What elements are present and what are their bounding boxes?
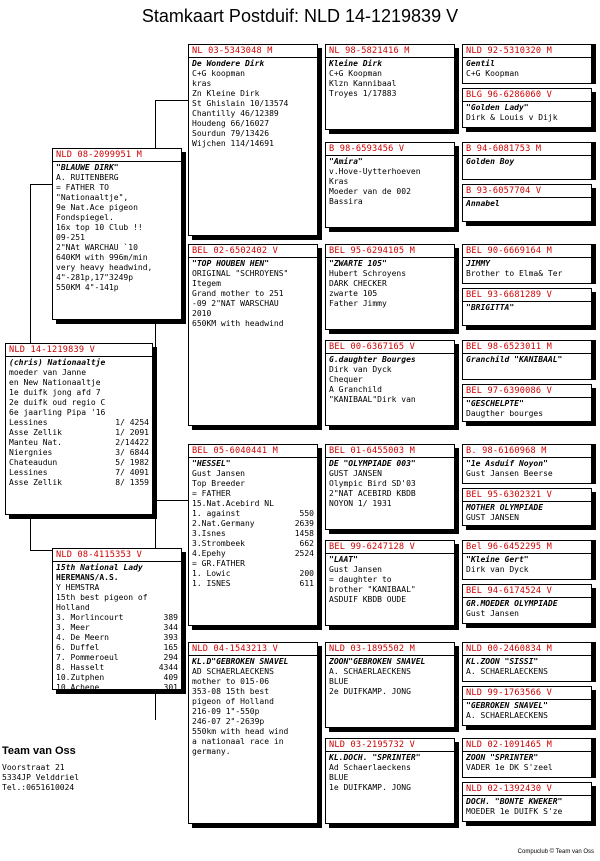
result-value: 344 bbox=[163, 623, 178, 632]
mm-card bbox=[188, 642, 318, 824]
pedigree-line: 15.Nat.Acebird NL bbox=[192, 499, 274, 508]
result-race: 4.Epehy bbox=[192, 549, 226, 558]
pedigree-line: GUST JANSEN bbox=[329, 469, 382, 478]
result-value: 662 bbox=[299, 539, 314, 548]
mm-ring: NLD 04-1543213 V bbox=[192, 644, 278, 654]
pedigree-line: = FATHER TO bbox=[56, 183, 109, 192]
result-race: Asse Zellik bbox=[9, 478, 62, 487]
pedigree-line: "LAAT" bbox=[329, 555, 358, 564]
ring-number: NLD 00-2460834 M bbox=[466, 644, 552, 654]
great-grandparent-card bbox=[325, 142, 455, 228]
result-row bbox=[9, 418, 149, 428]
pedigree-line: en New Nationaaltje bbox=[9, 378, 101, 387]
pedigree-line: 6e jaarling Pipa '16 bbox=[9, 408, 106, 417]
great-great-grandparent-card bbox=[462, 738, 592, 778]
pedigree-line: 246-07 2"-2639p bbox=[192, 717, 265, 726]
pedigree-line: C+G Koopman bbox=[466, 69, 519, 78]
result-value: 2524 bbox=[294, 549, 314, 558]
result-row bbox=[9, 448, 149, 458]
result-row bbox=[192, 539, 314, 549]
pedigree-line: 2e duifk oud regio C bbox=[9, 398, 106, 407]
pedigree-line: Y HEMSTRA bbox=[56, 583, 100, 592]
fm-ring: BEL 02-6502402 V bbox=[192, 246, 278, 256]
pedigree-line: 2"NAt WARCHAU `10 bbox=[56, 243, 138, 252]
pedigree-line: brother "KANIBAAL" bbox=[329, 585, 416, 594]
great-great-grandparent-card bbox=[462, 686, 592, 726]
result-race: Niergnies bbox=[9, 448, 53, 457]
fm-card bbox=[188, 244, 318, 426]
pedigree-line: Fondspiegel. bbox=[56, 213, 114, 222]
great-great-grandparent-card bbox=[462, 244, 592, 284]
pedigree-line: Olympic Bird SD'03 bbox=[329, 479, 416, 488]
pedigree-line: "BRIGITTA" bbox=[466, 303, 515, 312]
result-row bbox=[9, 438, 149, 448]
great-grandparent-card bbox=[325, 738, 455, 824]
subject-card bbox=[5, 343, 153, 515]
pedigree-line: "Kleine Gert" bbox=[466, 555, 529, 564]
pedigree-line: 15th National Lady bbox=[56, 563, 143, 572]
great-grandparent-card bbox=[325, 642, 455, 728]
result-value: 389 bbox=[163, 613, 178, 622]
ring-number: NLD 03-1895502 M bbox=[329, 644, 415, 654]
result-value: 2/14422 bbox=[115, 438, 149, 447]
pedigree-line: "Golden Lady" bbox=[466, 103, 529, 112]
pedigree-line: DARK CHECKER bbox=[329, 279, 387, 288]
pedigree-line: A. RUITENBERG bbox=[56, 173, 119, 182]
pedigree-line: A. SCHAERLAECKENS bbox=[466, 711, 548, 720]
result-row bbox=[192, 519, 314, 529]
ring-number: B 98-6593456 V bbox=[329, 144, 405, 154]
great-great-grandparent-card bbox=[462, 142, 592, 180]
result-row bbox=[56, 633, 178, 643]
father-card bbox=[52, 148, 182, 320]
ring-number: NLD 02-1392430 V bbox=[466, 784, 552, 794]
ring-number: Bel 96-6452295 M bbox=[466, 542, 552, 552]
breeder-name: Team van Oss bbox=[2, 745, 76, 757]
result-value: 8/ 1359 bbox=[115, 478, 149, 487]
result-value: 294 bbox=[163, 653, 178, 662]
great-grandparent-card bbox=[325, 244, 455, 330]
ring-number: BEL 99-6247128 V bbox=[329, 542, 415, 552]
pedigree-line: GR.MOEDER OLYMPIADE bbox=[466, 599, 558, 608]
pedigree-line: "1e Asduif Noyon" bbox=[466, 459, 548, 468]
result-value: 409 bbox=[163, 673, 178, 682]
great-grandparent-card bbox=[325, 444, 455, 530]
result-race: 3. Morlincourt bbox=[56, 613, 124, 622]
result-value: 165 bbox=[163, 643, 178, 652]
ring-number: BEL 95-6302321 V bbox=[466, 490, 552, 500]
pedigree-line: 2e DUIFKAMP. JONG bbox=[329, 687, 411, 696]
result-race: 2.Nat.Germany bbox=[192, 519, 255, 528]
result-row bbox=[9, 428, 149, 438]
result-value: 1/ 4254 bbox=[115, 418, 149, 427]
result-value: 3/ 6844 bbox=[115, 448, 149, 457]
pedigree-line: Ad Schaerlaeckens bbox=[329, 763, 411, 772]
result-value: 1458 bbox=[294, 529, 314, 538]
pedigree-line: "GESCHELPTE" bbox=[466, 399, 524, 408]
pedigree-line: ZOON"GEBROKEN SNAVEL bbox=[329, 657, 426, 666]
great-grandparent-card bbox=[325, 44, 455, 130]
pedigree-line: Kleine Dirk bbox=[329, 59, 382, 68]
result-value: 393 bbox=[163, 633, 178, 642]
great-great-grandparent-card bbox=[462, 782, 592, 822]
pedigree-line: 15th best pigeon of bbox=[56, 593, 148, 602]
breeder-info bbox=[2, 745, 79, 793]
pedigree-line: 353-08 15th best bbox=[192, 687, 270, 696]
ring-number: BEL 95-6294105 M bbox=[329, 246, 415, 256]
father-ring: NLD 08-2099951 M bbox=[56, 150, 142, 160]
pedigree-line: MOTHER OLYMPIADE bbox=[466, 503, 544, 512]
pedigree-line: kras bbox=[192, 79, 212, 88]
pedigree-line: Brother to Elma& Ter bbox=[466, 269, 563, 278]
pedigree-line: pigeon of Holland bbox=[192, 697, 274, 706]
result-row bbox=[9, 478, 149, 488]
result-race: 3.Isnes bbox=[192, 529, 226, 538]
pedigree-line: 550km with head wind bbox=[192, 727, 289, 736]
pedigree-line: BLUE bbox=[329, 773, 349, 782]
pedigree-line: ASDUIF KBDB OUDE bbox=[329, 595, 407, 604]
pedigree-line: Zn Kleine Dirk bbox=[192, 89, 260, 98]
pedigree-line: mother to 015-06 bbox=[192, 677, 270, 686]
pedigree-line: NOYON 1/ 1931 bbox=[329, 499, 392, 508]
pedigree-line: 640KM with 996m/min bbox=[56, 253, 148, 262]
ring-number: NLD 99-1763566 V bbox=[466, 688, 552, 698]
result-value: 7/ 4091 bbox=[115, 468, 149, 477]
pedigree-line: A. SCHAERLAECKENS bbox=[329, 667, 411, 676]
pedigree-line: Dirk van Dyck bbox=[329, 365, 392, 374]
result-row bbox=[56, 613, 178, 623]
pedigree-line: Chequer bbox=[329, 375, 363, 384]
pedigree-line: 9e Nat.Ace pigeon bbox=[56, 203, 138, 212]
pedigree-line: Bassira bbox=[329, 197, 363, 206]
result-row bbox=[9, 458, 149, 468]
subject-ring: NLD 14-1219839 V bbox=[9, 345, 95, 355]
pedigree-line: "Nationaaltje", bbox=[56, 193, 129, 202]
mother-card bbox=[52, 548, 182, 690]
ring-number: BEL 00-6367165 V bbox=[329, 342, 415, 352]
ff-ring: NL 03-5343048 M bbox=[192, 46, 273, 56]
pedigree-line: Kras bbox=[329, 177, 349, 186]
result-value: 1/ 2091 bbox=[115, 428, 149, 437]
credit-text: Compuclub © Team van Oss bbox=[517, 849, 594, 855]
ring-number: NLD 03-2195732 V bbox=[329, 740, 415, 750]
pedigree-line: zwarte 105 bbox=[329, 289, 378, 298]
result-row bbox=[56, 623, 178, 633]
breeder-address-1: Voorstraat 21 bbox=[2, 763, 65, 772]
pedigree-line: ORIGINAL "SCHROYENS" bbox=[192, 269, 289, 278]
pedigree-line: (chris) Nationaaltje bbox=[9, 358, 106, 367]
great-great-grandparent-card bbox=[462, 184, 592, 222]
pedigree-line: "TOP HOUBEN HEN" bbox=[192, 259, 270, 268]
result-row bbox=[192, 509, 314, 519]
pedigree-line: Dirk van Dyck bbox=[466, 565, 529, 574]
result-row bbox=[192, 569, 314, 579]
pedigree-line: = GR.FATHER bbox=[192, 559, 245, 568]
pedigree-line: Houdeng 66/16027 bbox=[192, 119, 270, 128]
ring-number: BEL 94-6174524 V bbox=[466, 586, 552, 596]
result-race: Lessines bbox=[9, 418, 48, 427]
result-row bbox=[56, 673, 178, 683]
pedigree-line: Dirk & Louis v Dijk bbox=[466, 113, 558, 122]
pedigree-line: AD SCHAERLAECKENS bbox=[192, 667, 274, 676]
pedigree-line: Wijchen 114/14691 bbox=[192, 139, 274, 148]
pedigree-line: Gust Jansen bbox=[466, 609, 519, 618]
great-great-grandparent-card bbox=[462, 340, 592, 380]
ring-number: BEL 90-6669164 M bbox=[466, 246, 552, 256]
pedigree-line: 2010 bbox=[192, 309, 212, 318]
pedigree-line: 2"NAT ACEBIRD KBDB bbox=[329, 489, 416, 498]
pedigree-line: C+G koopman bbox=[192, 69, 245, 78]
pedigree-line: Gust Jansen Beerse bbox=[466, 469, 553, 478]
pedigree-line: De Wondere Dirk bbox=[192, 59, 265, 68]
result-race: 10.Achene bbox=[56, 683, 100, 690]
pedigree-line: Holland bbox=[56, 603, 90, 612]
great-great-grandparent-card bbox=[462, 444, 592, 484]
great-great-grandparent-card bbox=[462, 44, 592, 84]
mf-ring: BEL 05-6040441 M bbox=[192, 446, 278, 456]
result-value: 611 bbox=[299, 579, 314, 588]
great-great-grandparent-card bbox=[462, 540, 592, 580]
great-great-grandparent-card bbox=[462, 288, 592, 326]
result-race: 1. against bbox=[192, 509, 241, 518]
great-great-grandparent-card bbox=[462, 488, 592, 526]
pedigree-line: 216-09 1"-550p bbox=[192, 707, 260, 716]
result-value: 550 bbox=[299, 509, 314, 518]
ring-number: BEL 01-6455003 M bbox=[329, 446, 415, 456]
result-race: 4. De Meern bbox=[56, 633, 109, 642]
pedigree-line: 4"-281p,17"3249p bbox=[56, 273, 134, 282]
pedigree-line: "ZWARTE 105" bbox=[329, 259, 387, 268]
result-row bbox=[192, 579, 314, 589]
pedigree-line: Gust Jansen bbox=[192, 469, 245, 478]
pedigree-line: Golden Boy bbox=[466, 157, 515, 166]
pedigree-line: Daugther bourges bbox=[466, 409, 544, 418]
result-value: 200 bbox=[299, 569, 314, 578]
pedigree-line: Top Breeder bbox=[192, 479, 245, 488]
result-race: 8. Hasselt bbox=[56, 663, 105, 672]
great-great-grandparent-card bbox=[462, 584, 592, 624]
result-row bbox=[192, 529, 314, 539]
result-race: Lessines bbox=[9, 468, 48, 477]
result-race: 3. Meer bbox=[56, 623, 90, 632]
great-great-grandparent-card bbox=[462, 384, 592, 422]
result-value: 4344 bbox=[158, 663, 178, 672]
pedigree-line: HEREMANS/A.S. bbox=[56, 573, 119, 582]
result-race: 7. Pommeroeul bbox=[56, 653, 119, 662]
pedigree-line: Gentil bbox=[466, 59, 495, 68]
pedigree-line: VADER 1e DK S'zeel bbox=[466, 763, 553, 772]
pedigree-line: 16x top 10 Club !! bbox=[56, 223, 143, 232]
ring-number: B 93-6057704 V bbox=[466, 186, 542, 196]
pedigree-line: Sourdun 79/13426 bbox=[192, 129, 270, 138]
ring-number: NL 98-5821416 M bbox=[329, 46, 410, 56]
pedigree-line: Granchild "KANIBAAL" bbox=[466, 355, 563, 364]
pedigree-line: = FATHER bbox=[192, 489, 231, 498]
ring-number: BEL 93-6681289 V bbox=[466, 290, 552, 300]
pedigree-line: KL.DOCH. "SPRINTER" bbox=[329, 753, 421, 762]
pedigree-line: A Granchild bbox=[329, 385, 382, 394]
page-title: Stamkaart Postduif: NLD 14-1219839 V bbox=[141, 6, 459, 26]
pedigree-line: KL.D"GEBROKEN SNAVEL bbox=[192, 657, 289, 666]
pedigree-line: DE "OLYMPIADE 003" bbox=[329, 459, 416, 468]
pedigree-line: a nationaal race in bbox=[192, 737, 284, 746]
pedigree-line: Itegem bbox=[192, 279, 221, 288]
pedigree-line: "KANIBAAL"Dirk van bbox=[329, 395, 416, 404]
pedigree-line: C+G Koopman bbox=[329, 69, 382, 78]
great-great-grandparent-card bbox=[462, 88, 592, 128]
pedigree-line: 650KM with headwind bbox=[192, 319, 284, 328]
ring-number: BEL 98-6523011 M bbox=[466, 342, 552, 352]
pedigree-line: G.daughter Bourges bbox=[329, 355, 416, 364]
ring-number: B. 98-6160968 M bbox=[466, 446, 547, 456]
ring-number: BLG 96-6286060 V bbox=[466, 90, 552, 100]
pedigree-line: v.Hove-Uytterhoeven bbox=[329, 167, 421, 176]
pedigree-line: Chantilly 46/12389 bbox=[192, 109, 279, 118]
ff-card bbox=[188, 44, 318, 236]
result-race: 3.Strombeek bbox=[192, 539, 245, 548]
pedigree-line: KL.ZOON "SISSI" bbox=[466, 657, 539, 666]
pedigree-line: Grand mother to 251 bbox=[192, 289, 284, 298]
result-value: 2639 bbox=[294, 519, 314, 528]
pedigree-line: Troyes 1/17883 bbox=[329, 89, 397, 98]
mf-card bbox=[188, 444, 318, 626]
breeder-address-2: 5334JP Velddriel bbox=[2, 773, 80, 782]
pedigree-line: Annabel bbox=[466, 199, 500, 208]
pedigree-line: germany. bbox=[192, 747, 231, 756]
result-race: 10.Zutphen bbox=[56, 673, 105, 682]
pedigree-line: Hubert Schroyens bbox=[329, 269, 407, 278]
result-row bbox=[192, 549, 314, 559]
mother-ring: NLD 08-4115353 V bbox=[56, 550, 142, 560]
result-row bbox=[56, 643, 178, 653]
pedigree-line: Gust Jansen bbox=[329, 565, 382, 574]
pedigree-line: "Amira" bbox=[329, 157, 363, 166]
pedigree-line: = daughter to bbox=[329, 575, 392, 584]
pedigree-line: JIMMY bbox=[466, 259, 491, 268]
pedigree-line: DOCH. "BONTE KWEKER" bbox=[466, 797, 563, 806]
result-row bbox=[9, 468, 149, 478]
result-value: 301 bbox=[163, 683, 178, 690]
result-row bbox=[56, 683, 178, 690]
result-race: Manteu Nat. bbox=[9, 438, 62, 447]
great-grandparent-card bbox=[325, 540, 455, 626]
ring-number: B 94-6081753 M bbox=[466, 144, 542, 154]
result-row bbox=[56, 653, 178, 663]
pedigree-line: ZOON "SPRINTER" bbox=[466, 753, 539, 762]
result-race: Chateaudun bbox=[9, 458, 58, 467]
result-race: 1. Lowic bbox=[192, 569, 231, 578]
pedigree-line: 550KM 4"-141p bbox=[56, 283, 119, 292]
great-great-grandparent-card bbox=[462, 642, 592, 682]
pedigree-line: BLUE bbox=[329, 677, 349, 686]
pedigree-line: Moeder van de 002 bbox=[329, 187, 411, 196]
result-value: 5/ 1982 bbox=[115, 458, 149, 467]
great-grandparent-card bbox=[325, 340, 455, 426]
pedigree-line: Klzn Kannibaal bbox=[329, 79, 397, 88]
pedigree-line: A. SCHAERLAECKENS bbox=[466, 667, 548, 676]
result-race: Asse Zellik bbox=[9, 428, 62, 437]
result-row bbox=[56, 663, 178, 673]
pedigree-line: "GEBROKEN SNAVEL" bbox=[466, 701, 548, 710]
pedigree-line: very heavy headwind, bbox=[56, 263, 153, 272]
pedigree-line: -09 2"NAT WARSCHAU bbox=[192, 299, 279, 308]
pedigree-line: MOEDER 1e DUIFK S'ze bbox=[466, 807, 563, 816]
pedigree-line: 1e DUIFKAMP. JONG bbox=[329, 783, 411, 792]
result-race: 1. ISNES bbox=[192, 579, 231, 588]
pedigree-line: "HESSEL" bbox=[192, 459, 231, 468]
result-race: 6. Duffel bbox=[56, 643, 100, 652]
pedigree-line: 09-251 bbox=[56, 233, 85, 242]
pedigree-line: moeder van Janne bbox=[9, 368, 87, 377]
breeder-phone: Tel.:0651610024 bbox=[2, 783, 75, 792]
pedigree-line: St Ghislain 10/13574 bbox=[192, 99, 289, 108]
ring-number: NLD 92-5310320 M bbox=[466, 46, 552, 56]
ring-number: BEL 97-6390086 V bbox=[466, 386, 552, 396]
pedigree-line: Father Jimmy bbox=[329, 299, 387, 308]
ring-number: NLD 02-1091465 M bbox=[466, 740, 552, 750]
pedigree-line: "BLAUWE DIRK" bbox=[56, 163, 119, 172]
pedigree-line: 1e duifk jong afd 7 bbox=[9, 388, 101, 397]
pedigree-line: GUST JANSEN bbox=[466, 513, 519, 522]
